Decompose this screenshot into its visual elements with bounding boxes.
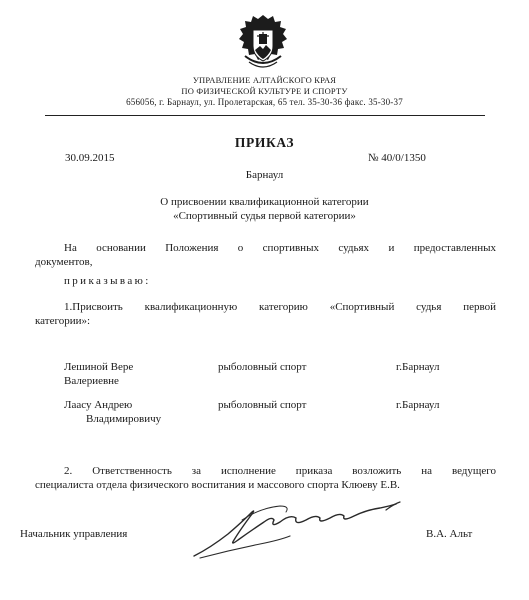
item1-text-line2: категории»: — [35, 315, 91, 327]
altai-coat-of-arms-icon — [235, 12, 291, 72]
item2-text-line1: 2. Ответственность за исполнение приказа возложить на ведущего — [64, 465, 496, 477]
document-title: ПРИКАЗ — [234, 135, 295, 150]
org-name-line1: УПРАВЛЕНИЕ АЛТАЙСКОГО КРАЯ — [192, 75, 337, 85]
person2-sport: рыболовный спорт — [218, 399, 307, 411]
person1-sport: рыболовный спорт — [218, 361, 307, 373]
document-date: 30.09.2015 — [65, 152, 115, 164]
header-divider — [45, 115, 485, 116]
subject-line-2: «Спортивный судья первой категории» — [173, 210, 356, 222]
document-city: Барнаул — [245, 169, 284, 181]
subject-line-1: О присвоении квалификационной категории — [160, 196, 369, 208]
document-number: № 40/0/1350 — [368, 152, 426, 164]
person1-name-line1: Лешиной Вере — [64, 361, 134, 373]
org-address: 656056, г. Барнаул, ул. Пролетарская, 65 тел. 35-30-36 факс. 35-30-37 — [126, 97, 403, 107]
org-name-line2: ПО ФИЗИЧЕСКОЙ КУЛЬТУРЕ И СПОРТУ — [181, 86, 348, 96]
item1-text-line1: 1.Присвоить квалификационную категорию «Спортивный судья первой — [64, 301, 496, 313]
person2-name-line1: Лаасу Андрею — [64, 399, 133, 411]
basis-text-line2: документов, — [35, 256, 93, 268]
person2-city: г.Барнаул — [396, 399, 440, 411]
person1-city: г.Барнаул — [396, 361, 440, 373]
basis-text-line1: На основании Положения о спортивных судьях и предоставленных — [64, 242, 496, 254]
item2-text-line2: специалиста отдела физического воспитания и массового спорта Клюеву Е.В. — [35, 479, 400, 491]
handwritten-signature — [190, 500, 405, 560]
signer-position: Начальник управления — [20, 528, 128, 540]
person1-name-line2: Валериевне — [64, 375, 119, 387]
order-word: приказываю: — [64, 275, 151, 287]
signer-name: В.А. Альт — [426, 528, 473, 540]
person2-name-line2: Владимировичу — [86, 413, 162, 425]
